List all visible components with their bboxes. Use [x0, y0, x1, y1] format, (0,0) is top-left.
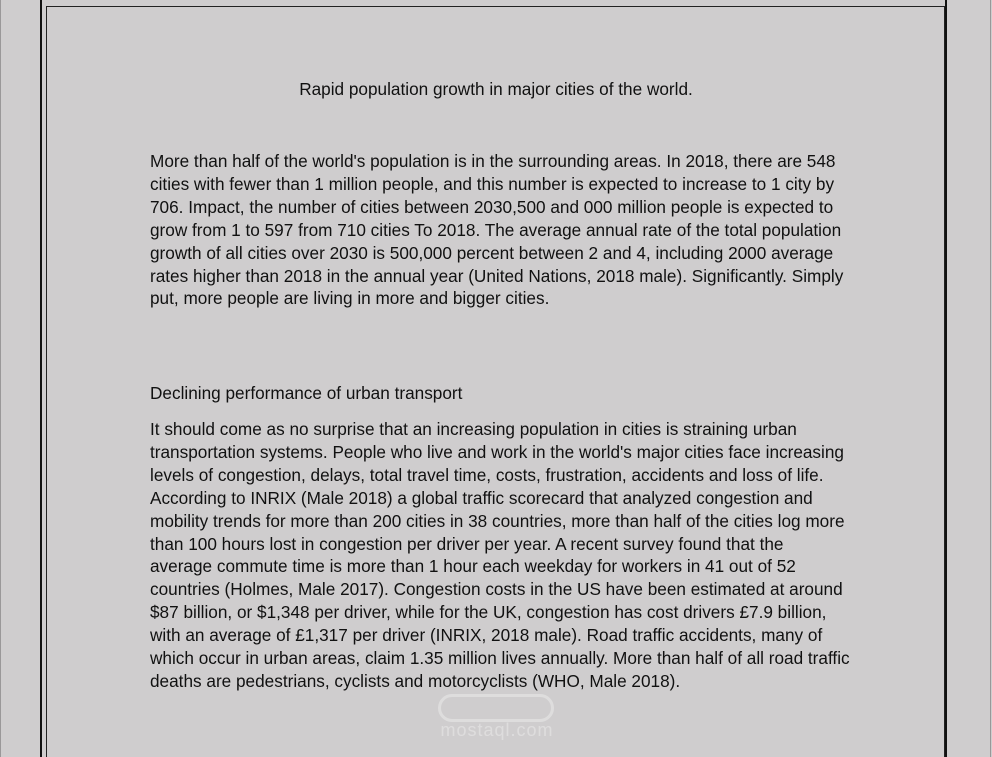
watermark-text: mostaql.com	[440, 720, 554, 740]
document-title: Rapid population growth in major cities of the world.	[299, 79, 693, 99]
viewport-left-edge	[0, 0, 1, 757]
section-heading-urban-transport: Declining performance of urban transport	[150, 383, 463, 403]
paragraph-population-growth: More than half of the world's population is in the surrounding areas. In 2018, there are 548 cities with fewer than 1 million people, and this number is expected to increase to 1 city by 706. Impact, the number of cities between 2030,500 and 000 million people is expected to grow from 1 to 597 from 710 cities To 2018. The average annual rate of the total population growth of all cities over 2030 is 500,000 percent between 2 and 4, including 2000 average rates higher than 2018 in the annual year (United Nations, 2018 male). Significantly. Simply put, more people are living in more and bigger cities.	[150, 151, 844, 309]
viewport-right-edge	[990, 0, 991, 757]
paragraph-urban-transport: It should come as no surprise that an increasing population in cities is straining urban transportation systems. People who live and work in the world's major cities face increasing levels of congestion, delays, total travel time, costs, frustration, accidents and loss of life. According to INRIX (Male 2018) a global traffic scorecard that analyzed congestion and mobility trends for more than 200 cities in 38 countries, more than half of the cities log more than 100 hours lost in congestion per driver per year. A recent survey found that the average commute time is more than 1 hour each weekday for workers in 41 out of 52 countries (Holmes, Male 2017). Congestion costs in the US have been estimated at around $87 billion, or $1,348 per driver, while for the UK, congestion has cost drivers £7.9 billion, with an average of £1,317 per driver (INRIX, 2018 male). Road traffic accidents, many of which occur in urban areas, claim 1.35 million lives annually. More than half of all road traffic deaths are pedestrians, cyclists and motorcyclists (WHO, Male 2018).	[150, 419, 850, 691]
